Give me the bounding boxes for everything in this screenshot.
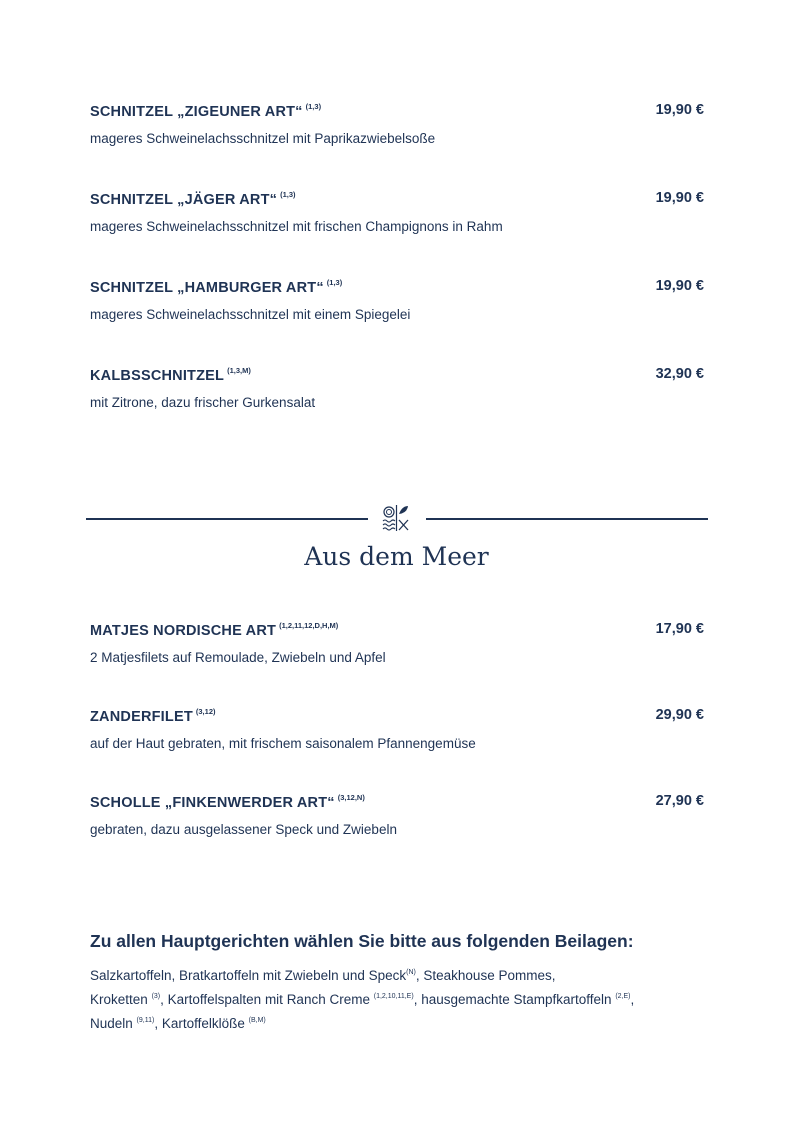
allergen-codes: (1,3) [305,102,322,111]
item-name: SCHNITZEL „ZIGEUNER ART“ $^{(1,3)}$ [90,102,322,120]
sides-heading: Zu allen Hauptgerichten wählen Sie bitte aus folgenden Beilagen: [90,931,634,951]
allergen-codes: (1,3,M) [227,366,251,375]
item-name: MATJES NORDISCHE ART $^{(1,2,11,12,D,H,M)}$ [90,621,339,639]
item-name: ZANDERFILET $^{(3,12)}$ [90,707,216,725]
allergen-codes: (3,12) [195,707,216,716]
item-description: auf der Haut gebraten, mit frischem saisonalem Pfannengemüse [90,736,476,751]
item-name: SCHNITZEL „JÄGER ART“ $^{(1,3)}$ [90,190,296,208]
section-title: Aus dem Meer [304,542,489,571]
item-price: 19,90 € [655,190,704,206]
item-description: 2 Matjesfilets auf Remoulade, Zwiebeln und Apfel [90,650,386,665]
item-description: mageres Schweinelachsschnitzel mit frischen Champignons in Rahm [90,219,503,234]
item-price: 27,90 € [655,793,704,809]
item-name: SCHNITZEL „HAMBURGER ART“ $^{(1,3)}$ [90,278,343,296]
item-price: 29,90 € [655,707,704,723]
item-description: mageres Schweinelachsschnitzel mit Paprikazwiebelsoße [90,131,436,146]
fork-and-wave-logo-icon [381,504,411,532]
section-divider [86,504,708,532]
item-price: 19,90 € [655,102,704,118]
item-price: 19,90 € [655,278,704,294]
sides-list: Salzkartoffeln, Bratkartoffeln mit Zwiebeln und Speck$^{(N)}$, Steakhouse Pommes, Kroketten $^{(3)}$, Kartoffelspalten mit Ranch Creme $^{(1,2,10,11,E)}$, hausgemachte Stampfkartoffeln $^{(2,E)}$, Nudeln $^{(9,11)}$, Kartoffelklöße $^{(B,M)}$ [90,968,635,1031]
allergen-codes: (1,3) [280,190,296,199]
item-price: 17,90 € [655,621,704,637]
item-description: mit Zitrone, dazu frischer Gurkensalat [90,395,316,410]
divider-line-right [426,518,708,520]
item-description: mageres Schweinelachsschnitzel mit einem Spiegelei [90,307,411,322]
allergen-codes: (1,3) [326,278,343,287]
allergen-codes: (1,2,11,12,D,H,M) [279,621,339,630]
allergen-codes: (3,12,N) [337,793,365,802]
item-name: SCHOLLE „FINKENWERDER ART“ $^{(3,12,N)}$ [90,793,365,811]
item-description: gebraten, dazu ausgelassener Speck und Zwiebeln [90,822,397,837]
item-name: KALBSSCHNITZEL $^{(1,3,M)}$ [90,366,251,384]
divider-line-left [86,518,368,520]
item-price: 32,90 € [655,366,704,382]
